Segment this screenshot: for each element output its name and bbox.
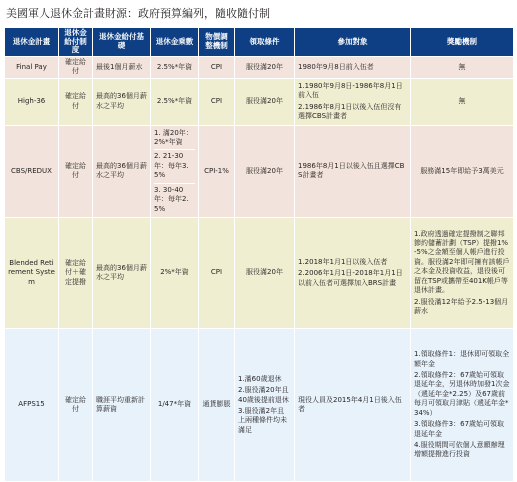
cell-participants xyxy=(295,125,411,218)
participants-line: 現役人員及2015年4月1日後入伍者 xyxy=(298,395,402,413)
cell-eligibility xyxy=(235,56,295,78)
participants-line: 1980年9月8日前入伍者 xyxy=(298,62,374,71)
cell-system: 確定給付 xyxy=(59,125,93,218)
cell-incentive xyxy=(411,125,514,218)
cell-basis: 最高的36個月薪水之平均 xyxy=(93,218,151,329)
cell-multiplier xyxy=(151,56,199,78)
incentive-line: 3.領取條件3：67歲始可領取退延年金 xyxy=(414,420,505,438)
cell-multiplier xyxy=(151,125,199,218)
cell-multiplier xyxy=(151,78,199,125)
cell-eligibility xyxy=(235,329,295,482)
eligibility-line: 服役滿20年 xyxy=(246,268,283,277)
cell-plan: CBS/REDUX xyxy=(5,125,59,218)
cell-cola: 通貨膨脹 xyxy=(199,329,235,482)
cell-multiplier xyxy=(151,218,199,329)
incentive-line: 1.政府透過確定提撥制之聯邦節約儲蓄計劃（TSP）提撥1%-5%之金額至個人帳戶進行投資。服役滿2年即可擁有該帳戶之本金及投資收益，退役後可留在TSP或攜帶至401K帳戶等退休計畫。 xyxy=(414,229,510,295)
cell-cola: CPI xyxy=(199,78,235,125)
eligibility-line: 服役滿20年 xyxy=(246,166,283,175)
page-title: 美國軍人退休金計畫財源：政府預算編列，隨收隨付制 xyxy=(6,7,270,20)
table-row xyxy=(5,329,514,482)
participants-line: 1986年8月1日以後入伍且選擇CBS計畫者 xyxy=(298,161,405,180)
table-row xyxy=(5,218,514,329)
cell-eligibility xyxy=(235,78,295,125)
cell-cola: CPI-1% xyxy=(199,125,235,218)
incentive-line: 4.服役期間可依個人意願辦理增額提撥進行投資 xyxy=(414,441,505,459)
cell-basis: 最高的36個月薪水之平均 xyxy=(93,125,151,218)
participants-line: 2.1986年8月1日以後入伍但沒有選擇CBS計畫者 xyxy=(298,102,402,121)
header-basis: 退休金給付基礎 xyxy=(93,28,151,57)
cell-cola: CPI xyxy=(199,218,235,329)
cell-cola: CPI xyxy=(199,56,235,78)
multiplier-line: 1. 滿20年：2%*年資 xyxy=(154,128,193,146)
retirement-plans-table xyxy=(4,27,514,482)
participants-line: 2.2006年1月1日-2018年1月1日以前入伍者可選擇加入BRS計畫 xyxy=(298,269,403,287)
table-row xyxy=(5,78,514,125)
eligibility-line: 3.服役滿2年且上兩種條件均未滿足 xyxy=(238,407,287,434)
incentive-line: 2.領取條件2：67歲始可領取退延年金，另退休時加發1次金（遞延年金*2.25）及67歲前每月可領取月津貼（遞延年金*34%） xyxy=(414,370,510,417)
cell-participants xyxy=(295,218,411,329)
cell-incentive xyxy=(411,78,514,125)
multiplier-line: 3. 30-40年：每年2.5% xyxy=(154,183,195,216)
header-multiplier: 退休金乘數 xyxy=(151,28,199,57)
header-cola: 物價調整機制 xyxy=(199,28,235,57)
eligibility-line: 1.滿60歲退休 xyxy=(238,374,282,383)
header-incentive: 獎勵機制 xyxy=(411,28,514,57)
incentive-line: 1.領取條件1：退休即可領取全額年金 xyxy=(414,350,510,368)
incentive-line: 無 xyxy=(458,62,466,71)
cell-system: 確定給付 xyxy=(59,78,93,125)
cell-system: 確定給付 xyxy=(59,56,93,78)
cell-incentive xyxy=(411,218,514,329)
cell-basis: 職涯平均重新計算薪資 xyxy=(93,329,151,482)
cell-incentive xyxy=(411,56,514,78)
eligibility-line: 服役滿20年 xyxy=(246,62,283,71)
cell-eligibility xyxy=(235,218,295,329)
cell-eligibility xyxy=(235,125,295,218)
header-plan: 退休金計畫 xyxy=(5,28,59,57)
multiplier-line: 2.5%*年資 xyxy=(156,62,193,71)
multiplier-line: 2%*年資 xyxy=(160,268,189,277)
participants-line: 1.1980年9月8日-1986年8月1日前入伍 xyxy=(298,81,403,100)
incentive-line: 服務滿15年即給予3萬美元 xyxy=(420,166,504,175)
incentive-line: 2.服役滿12年給予2.5-13個月薪水 xyxy=(414,297,509,316)
eligibility-line: 服役滿20年 xyxy=(246,96,283,105)
multiplier-line: 1/47*年資 xyxy=(157,400,192,409)
header-eligibility: 領取條件 xyxy=(235,28,295,57)
cell-system: 確定給付＋確定提撥 xyxy=(59,218,93,329)
table-row xyxy=(5,56,514,78)
table-header-row xyxy=(5,28,514,57)
cell-plan: Blended Retirement System xyxy=(5,218,59,329)
header-participants: 參加對象 xyxy=(295,28,411,57)
cell-plan: AFPS15 xyxy=(5,329,59,482)
cell-incentive xyxy=(411,329,514,482)
cell-basis: 最後1個月薪水 xyxy=(93,56,151,78)
multiplier-line: 2. 21-30年：每年3.5% xyxy=(154,149,195,182)
multiplier-line: 2.5%*年資 xyxy=(156,96,193,105)
cell-plan: Final Pay xyxy=(5,56,59,78)
cell-multiplier xyxy=(151,329,199,482)
cell-system: 確定給付 xyxy=(59,329,93,482)
header-system: 退休金給付制度 xyxy=(59,28,93,57)
cell-plan: High-36 xyxy=(5,78,59,125)
participants-line: 1.2018年1月1日以後入伍者 xyxy=(298,257,388,266)
eligibility-line: 2.服役滿20年且40歲後提前退休 xyxy=(238,386,289,404)
incentive-line: 無 xyxy=(458,96,466,105)
cell-participants xyxy=(295,329,411,482)
cell-participants xyxy=(295,56,411,78)
cell-basis: 最高的36個月薪水之平均 xyxy=(93,78,151,125)
cell-participants xyxy=(295,78,411,125)
table-row xyxy=(5,125,514,218)
